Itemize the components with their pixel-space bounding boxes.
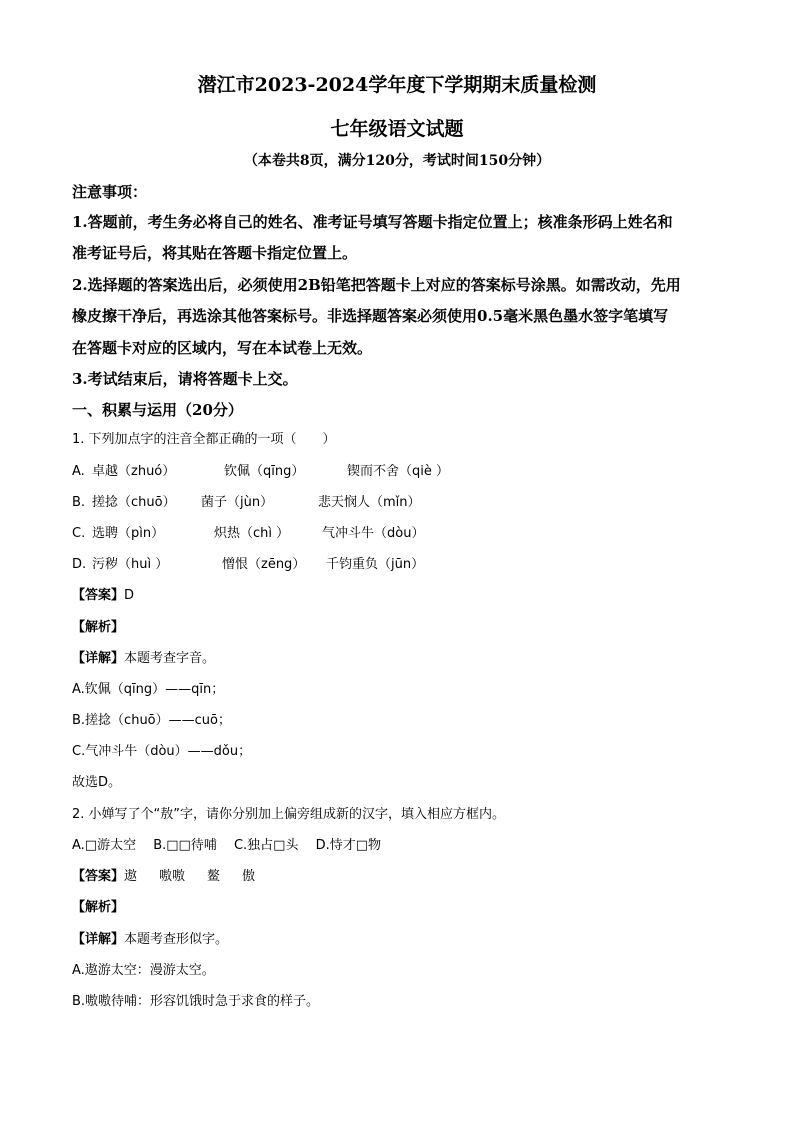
q2-point-b: B.嗷嗷待哺：形容饥饿时急于求食的样子。	[72, 994, 320, 1009]
q1-option-a-item1: 卓越（zhuó）	[92, 464, 176, 479]
q1-answer-tag: 【答案】	[72, 588, 125, 603]
q1-option-a-label: A.	[72, 464, 85, 479]
q2-answer-3: 鳌	[207, 869, 221, 884]
q1-detail-tag: 【详解】	[72, 651, 125, 666]
q2-analysis-tag: 【解析】	[72, 900, 125, 915]
q1-stem: 1. 下列加点字的注音全都正确的一项（ ）	[72, 432, 336, 447]
q1-option-d-label: D.	[72, 557, 87, 572]
q2-answer-2: 嗷嗷	[159, 869, 186, 884]
q1-option-b-item3: 悲天悯人（mǐn）	[318, 495, 421, 510]
q1-conclusion: 故选D。	[72, 775, 122, 790]
notice-line-3: 2.选择题的答案选出后，必须使用2B铅笔把答题卡上对应的答案标号涂黑。如需改动，先用	[72, 276, 681, 294]
q1-point-b: B.搓捻（chuō）——cuō；	[72, 713, 231, 728]
q2-options: A.□游太空 B.□□待哺 C.独占□头 D.恃才□物	[72, 838, 382, 853]
q1-option-d-item2: 憎恨（zēng）	[222, 557, 306, 572]
q1-option-b-item2: 菌子（jùn）	[201, 495, 274, 510]
q1-analysis-tag: 【解析】	[72, 620, 125, 635]
q2-answer	[72, 867, 255, 887]
q1-option-a-item2: 钦佩（qīng）	[224, 464, 305, 479]
q1-point-c: C.气冲斗牛（dòu）——dǒu；	[72, 744, 252, 759]
exam-title: 潜江市2023-2024学年度下学期期末质量检测	[197, 74, 597, 96]
q2-answer-4: 傲	[242, 869, 256, 884]
q1-option-d-item3: 千钧重负（jūn）	[326, 557, 425, 572]
notice-line-1: 1.答题前，考生务必将自己的姓名、准考证号填写答题卡指定位置上；核准条形码上姓名和	[72, 213, 673, 231]
q1-option-d-item1: 污秽（huì ）	[92, 557, 169, 572]
q1-option-a-item3: 锲而不舍（qiè ）	[347, 464, 449, 479]
q1-option-c-item2: 炽热（chì ）	[214, 526, 290, 541]
q1-detail	[72, 649, 215, 669]
q1-option-c-label: C.	[72, 526, 86, 541]
q2-answer-tag: 【答案】	[72, 869, 125, 884]
q1-option-c-item3: 气冲斗牛（dòu）	[322, 526, 425, 541]
q1-option-b-label: B.	[72, 495, 86, 510]
notice-line-6: 3.考试结束后，请将答题卡上交。	[72, 370, 298, 388]
q1-detail-text: 本题考查字音。	[124, 651, 216, 666]
q2-stem: 2. 小婵写了个“敖”字，请你分别加上偏旁组成新的汉字，填入相应方框内。	[72, 807, 506, 822]
q1-option-c-item1: 选聘（pìn）	[92, 526, 165, 541]
notice-line-4: 橡皮擦干净后，再选涂其他答案标号。非选择题答案必须使用0.5毫米黑色墨水签字笔填写	[72, 307, 669, 325]
q2-answer-1: 遨	[124, 869, 138, 884]
exam-subtitle: 七年级语文试题	[330, 118, 464, 140]
q2-detail	[72, 930, 228, 950]
exam-note: （本卷共8页，满分120分，考试时间150分钟）	[243, 153, 551, 169]
q1-point-a: A.钦佩（qīng）——qīn；	[72, 682, 225, 697]
q2-detail-tag: 【详解】	[72, 932, 125, 947]
notice-line-2: 准考证号后，将其贴在答题卡指定位置上。	[72, 244, 358, 262]
section-heading: 一、积累与运用（20分）	[72, 401, 243, 419]
q2-detail-text: 本题考查形似字。	[124, 932, 229, 947]
notice-heading: 注意事项：	[72, 183, 148, 201]
q2-point-a: A.遨游太空：漫游太空。	[72, 963, 215, 978]
q1-answer-value: D	[124, 588, 135, 603]
notice-line-5: 在答题卡对应的区域内，写在本试卷上无效。	[72, 339, 373, 357]
q1-answer	[72, 586, 134, 606]
q1-option-b-item1: 搓捻（chuō）	[92, 495, 176, 510]
